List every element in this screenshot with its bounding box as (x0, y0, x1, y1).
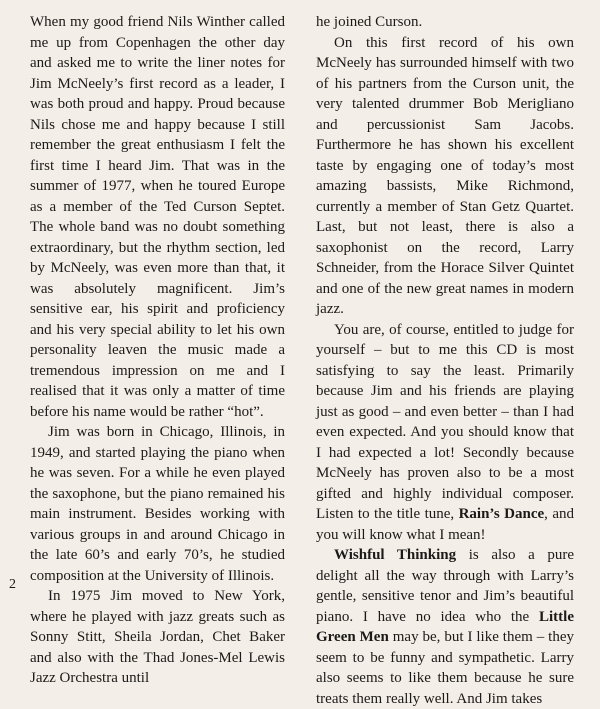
right-text-column (316, 12, 574, 709)
paragraph-biography: Jim was born in Chicago, Illinois, in 1949, and started playing the piano when he was seven. For a while he even played the saxophone, but the piano remained his main instrument. Besides working with various groups in and around Chicago in the late 60’s and early 70’s, he studied composition at the University of Illinois. (30, 424, 285, 584)
paragraph-intro: When my good friend Nils Winther called me up from Copenhagen the other day and asked me to write the liner notes for Jim McNeely’s first record as a leader, I was both proud and happy. Proud because Nils chose me and happy because I still remember the great enthusiasm I felt the first time I heard Jim. That was in the summer of 1977, when he toured Europe as a member of the Ted Curson Septet. The whole band was no doubt something extraordinary, but the rhythm section, led by McNeely, was even more than that, it was absolutely magnificent. Jim’s sensitive ear, his spirit and proficiency and his very special ability to let his own personality leaven the music made a tremendous impression on me and I realised that it was only a matter of time before his name would be rather “hot”. (30, 14, 285, 420)
left-text-column (30, 12, 285, 689)
paragraph-tunes (316, 545, 574, 709)
title-wishful-thinking: Wishful Thinking (334, 547, 457, 563)
paragraph-continuation: he joined Curson. (316, 14, 423, 30)
tunes-text-a: is also a pure delight all the way through with Larry’s gentle, sensitive tenor and Jim’s beautiful piano. I have no idea who the (316, 547, 574, 625)
judgement-text-b: , and you will know what I mean! (316, 506, 575, 543)
tunes-text-b: may be, but I like them – they seem to be funny and sympathetic. Larry also seems to like them because he sure treats them really well. And Jim takes (316, 629, 574, 707)
paragraph-judgement (316, 320, 574, 546)
paragraph-band-members: On this first record of his own McNeely has surrounded himself with two of his partners from the Curson unit, the very talented drummer Bob Merigliano and percussionist Sam Jacobs. Furthermore he has shown his excellent taste by engaging one of today’s most amazing bassists, Mike Richmond, currently a member of Stan Getz Quartet. Last, but not least, there is also a saxophonist on the record, Larry Schneider, from the Horace Silver Quintet and one of the new great names in modern jazz. (316, 34, 574, 317)
judgement-text-a: You are, of course, entitled to judge for yourself – but to me this CD is most satisfying to say the least. Primarily because Jim and his friends are playing just as good – and even better – than I had even expected. And you should know that I had expected a lot! Secondly because McNeely has proven also to be a most gifted and highly individual composer. Listen to the title tune, (316, 321, 574, 522)
title-little-green-men: Little Green Men (316, 608, 574, 645)
paragraph-new-york: In 1975 Jim moved to New York, where he played with jazz greats such as Sonny Stitt, Sheila Jordan, Chet Baker and also with the Thad Jones-Mel Lewis Jazz Orchestra until (30, 588, 285, 686)
page-number: 2 (9, 577, 16, 592)
title-rains-dance: Rain’s Dance (458, 506, 545, 522)
